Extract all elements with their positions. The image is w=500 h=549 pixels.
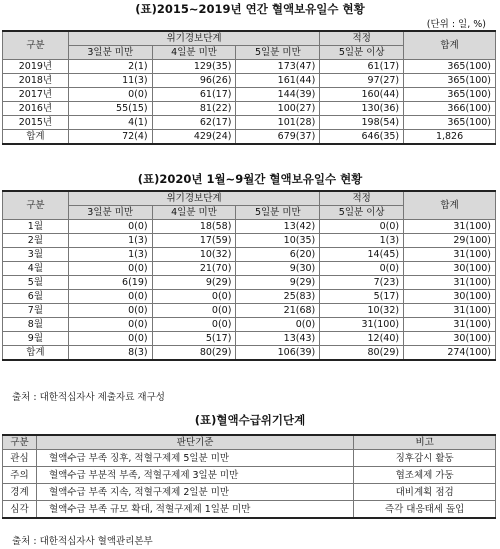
table-cell: 365(100) xyxy=(404,60,496,74)
table-cell: 1(3) xyxy=(68,234,152,248)
table-cell: 0(0) xyxy=(152,304,236,318)
table3-header-note: 비고 xyxy=(354,435,496,450)
row-label: 4월 xyxy=(3,262,69,276)
table2-sub-header: 3일분 미만 xyxy=(68,206,152,220)
table-cell: 0(0) xyxy=(68,332,152,346)
row-label: 2016년 xyxy=(3,102,69,116)
table-cell: 0(0) xyxy=(68,262,152,276)
table3-row xyxy=(3,501,496,519)
table-cell: 10(35) xyxy=(236,234,320,248)
table-cell: 14(45) xyxy=(320,248,404,262)
table-cell: 0(0) xyxy=(68,318,152,332)
table3-header-criteria: 판단기준 xyxy=(36,435,353,450)
row-label: 9월 xyxy=(3,332,69,346)
table-cell: 62(17) xyxy=(152,116,236,130)
table-cell: 0(0) xyxy=(236,318,320,332)
crisis-note: 즉각 대응태세 돌입 xyxy=(354,501,496,519)
table-cell: 0(0) xyxy=(320,220,404,234)
table-cell: 173(47) xyxy=(236,60,320,74)
table2-row xyxy=(3,304,496,318)
table-cell: 18(58) xyxy=(152,220,236,234)
table2-header-month: 구분 xyxy=(3,191,69,220)
table-cell: 9(29) xyxy=(152,276,236,290)
table2-row xyxy=(3,276,496,290)
table-cell: 429(24) xyxy=(152,130,236,145)
table-cell: 72(4) xyxy=(68,130,152,145)
table-cell: 13(43) xyxy=(236,332,320,346)
table-cell: 31(100) xyxy=(404,248,496,262)
table-cell: 101(28) xyxy=(236,116,320,130)
table-cell: 25(83) xyxy=(236,290,320,304)
annual-blood-holding-table xyxy=(2,30,496,145)
table-cell: 130(36) xyxy=(320,102,404,116)
table1-row xyxy=(3,60,496,74)
table-cell: 31(100) xyxy=(404,304,496,318)
table3-row xyxy=(3,450,496,467)
table-cell: 4(1) xyxy=(68,116,152,130)
table1-sub-header: 3일분 미만 xyxy=(68,46,152,60)
table2-sub-header: 4일분 미만 xyxy=(152,206,236,220)
table-cell: 9(30) xyxy=(236,262,320,276)
table-cell: 144(39) xyxy=(236,88,320,102)
table-cell: 29(100) xyxy=(404,234,496,248)
table-cell: 0(0) xyxy=(152,290,236,304)
table-cell: 81(22) xyxy=(152,102,236,116)
table-cell: 12(40) xyxy=(320,332,404,346)
table2-row xyxy=(3,220,496,234)
row-label: 2017년 xyxy=(3,88,69,102)
table-cell: 365(100) xyxy=(404,116,496,130)
crisis-stage: 관심 xyxy=(3,450,37,467)
table1-unit: (단위 : 일, %) xyxy=(426,19,486,30)
table-cell: 366(100) xyxy=(404,102,496,116)
table-cell: 365(100) xyxy=(404,74,496,88)
crisis-note: 협조체제 가동 xyxy=(354,467,496,484)
table1-header-proper: 적정 xyxy=(320,31,404,46)
table1-row xyxy=(3,130,496,145)
row-label: 2019년 xyxy=(3,60,69,74)
table2-title: (표)2020년 1월~9월간 혈액보유일수 현황 xyxy=(137,172,363,186)
table-cell: 129(35) xyxy=(152,60,236,74)
table-cell: 96(26) xyxy=(152,74,236,88)
table-cell: 31(100) xyxy=(320,318,404,332)
table2-row xyxy=(3,234,496,248)
table-cell: 13(42) xyxy=(236,220,320,234)
table-cell: 10(32) xyxy=(152,248,236,262)
table-cell: 21(68) xyxy=(236,304,320,318)
table-cell: 100(27) xyxy=(236,102,320,116)
table-cell: 55(15) xyxy=(68,102,152,116)
table-cell: 5(17) xyxy=(320,290,404,304)
table-cell: 646(35) xyxy=(320,130,404,145)
row-label: 1월 xyxy=(3,220,69,234)
crisis-stage: 심각 xyxy=(3,501,37,519)
table1-header-year: 구분 xyxy=(3,31,69,60)
table1-row xyxy=(3,116,496,130)
crisis-criteria: 혈액수급 부분적 부족, 적혈구제제 3일분 미만 xyxy=(36,467,353,484)
table2-sub-header: 5일분 미만 xyxy=(236,206,320,220)
table1-sub-header: 4일분 미만 xyxy=(152,46,236,60)
table-cell: 30(100) xyxy=(404,290,496,304)
table-cell: 0(0) xyxy=(68,220,152,234)
table-cell: 21(70) xyxy=(152,262,236,276)
table-cell: 0(0) xyxy=(68,290,152,304)
table2-row xyxy=(3,332,496,346)
table-cell: 61(17) xyxy=(320,60,404,74)
row-label: 6월 xyxy=(3,290,69,304)
table1-header-total: 합계 xyxy=(404,31,496,60)
table-cell: 80(29) xyxy=(320,346,404,361)
table3-row xyxy=(3,467,496,484)
table-cell: 5(17) xyxy=(152,332,236,346)
table-cell: 30(100) xyxy=(404,332,496,346)
table-cell: 30(100) xyxy=(404,262,496,276)
crisis-note: 대비계획 점검 xyxy=(354,484,496,501)
table-cell: 6(19) xyxy=(68,276,152,290)
row-label: 8월 xyxy=(3,318,69,332)
table2-row xyxy=(3,262,496,276)
table2-source: 출처 : 대한적십자사 제출자료 재구성 xyxy=(12,392,165,403)
table-cell: 274(100) xyxy=(404,346,496,361)
table3-source: 출처 : 대한적십자사 혈액관리본부 xyxy=(12,536,153,547)
table2-row xyxy=(3,318,496,332)
table-cell: 160(44) xyxy=(320,88,404,102)
table-cell: 365(100) xyxy=(404,88,496,102)
table3-row xyxy=(3,484,496,501)
table2-sub-header: 5일분 이상 xyxy=(320,206,404,220)
table-cell: 679(37) xyxy=(236,130,320,145)
monthly-blood-holding-table xyxy=(2,190,496,361)
crisis-criteria: 혈액수급 부족 규모 확대, 적혈구제제 1일분 미만 xyxy=(36,501,353,519)
table-cell: 6(20) xyxy=(236,248,320,262)
table3-header-stage: 구분 xyxy=(3,435,37,450)
table-cell: 198(54) xyxy=(320,116,404,130)
table2-row xyxy=(3,248,496,262)
table-cell: 31(100) xyxy=(404,276,496,290)
row-label: 5월 xyxy=(3,276,69,290)
table-cell: 8(3) xyxy=(68,346,152,361)
row-label: 3월 xyxy=(3,248,69,262)
table-cell: 0(0) xyxy=(152,318,236,332)
table-cell: 1(3) xyxy=(68,248,152,262)
row-label: 2월 xyxy=(3,234,69,248)
row-label: 7월 xyxy=(3,304,69,318)
row-label: 2015년 xyxy=(3,116,69,130)
crisis-stage: 주의 xyxy=(3,467,37,484)
row-label: 합계 xyxy=(3,130,69,145)
table-cell: 0(0) xyxy=(68,304,152,318)
table2-header-total: 합계 xyxy=(404,191,496,220)
table2-row xyxy=(3,346,496,361)
table-cell: 31(100) xyxy=(404,220,496,234)
table1-row xyxy=(3,102,496,116)
crisis-criteria: 혈액수급 부족 지속, 적혈구제제 2일분 미만 xyxy=(36,484,353,501)
table-cell: 161(44) xyxy=(236,74,320,88)
crisis-criteria: 혈액수급 부족 징후, 적혈구제제 5일분 미만 xyxy=(36,450,353,467)
table2-header-warning: 위기경보단계 xyxy=(68,191,319,206)
table-cell: 10(32) xyxy=(320,304,404,318)
table-cell: 11(3) xyxy=(68,74,152,88)
table1-row xyxy=(3,88,496,102)
table-cell: 0(0) xyxy=(320,262,404,276)
table1-row xyxy=(3,74,496,88)
row-label: 합계 xyxy=(3,346,69,361)
table1-sub-header: 5일분 이상 xyxy=(320,46,404,60)
table-cell: 0(0) xyxy=(68,88,152,102)
blood-supply-crisis-stage-table xyxy=(2,434,496,519)
row-label: 2018년 xyxy=(3,74,69,88)
table1-title: (표)2015~2019년 연간 혈액보유일수 현황 xyxy=(135,2,365,16)
table-cell: 7(23) xyxy=(320,276,404,290)
table2-row xyxy=(3,290,496,304)
crisis-note: 징후감시 활동 xyxy=(354,450,496,467)
table1-header-warning: 위기경보단계 xyxy=(68,31,319,46)
table2-header-proper: 적정 xyxy=(320,191,404,206)
table-cell: 1(3) xyxy=(320,234,404,248)
table-cell: 97(27) xyxy=(320,74,404,88)
table-cell: 80(29) xyxy=(152,346,236,361)
table-cell: 9(29) xyxy=(236,276,320,290)
crisis-stage: 경계 xyxy=(3,484,37,501)
table-cell: 31(100) xyxy=(404,318,496,332)
table-cell: 17(59) xyxy=(152,234,236,248)
table-cell: 2(1) xyxy=(68,60,152,74)
table3-title: (표)혈액수급위기단계 xyxy=(194,413,306,427)
table-cell: 1,826 xyxy=(404,130,496,145)
table1-sub-header: 5일분 미만 xyxy=(236,46,320,60)
table-cell: 106(39) xyxy=(236,346,320,361)
table-cell: 61(17) xyxy=(152,88,236,102)
